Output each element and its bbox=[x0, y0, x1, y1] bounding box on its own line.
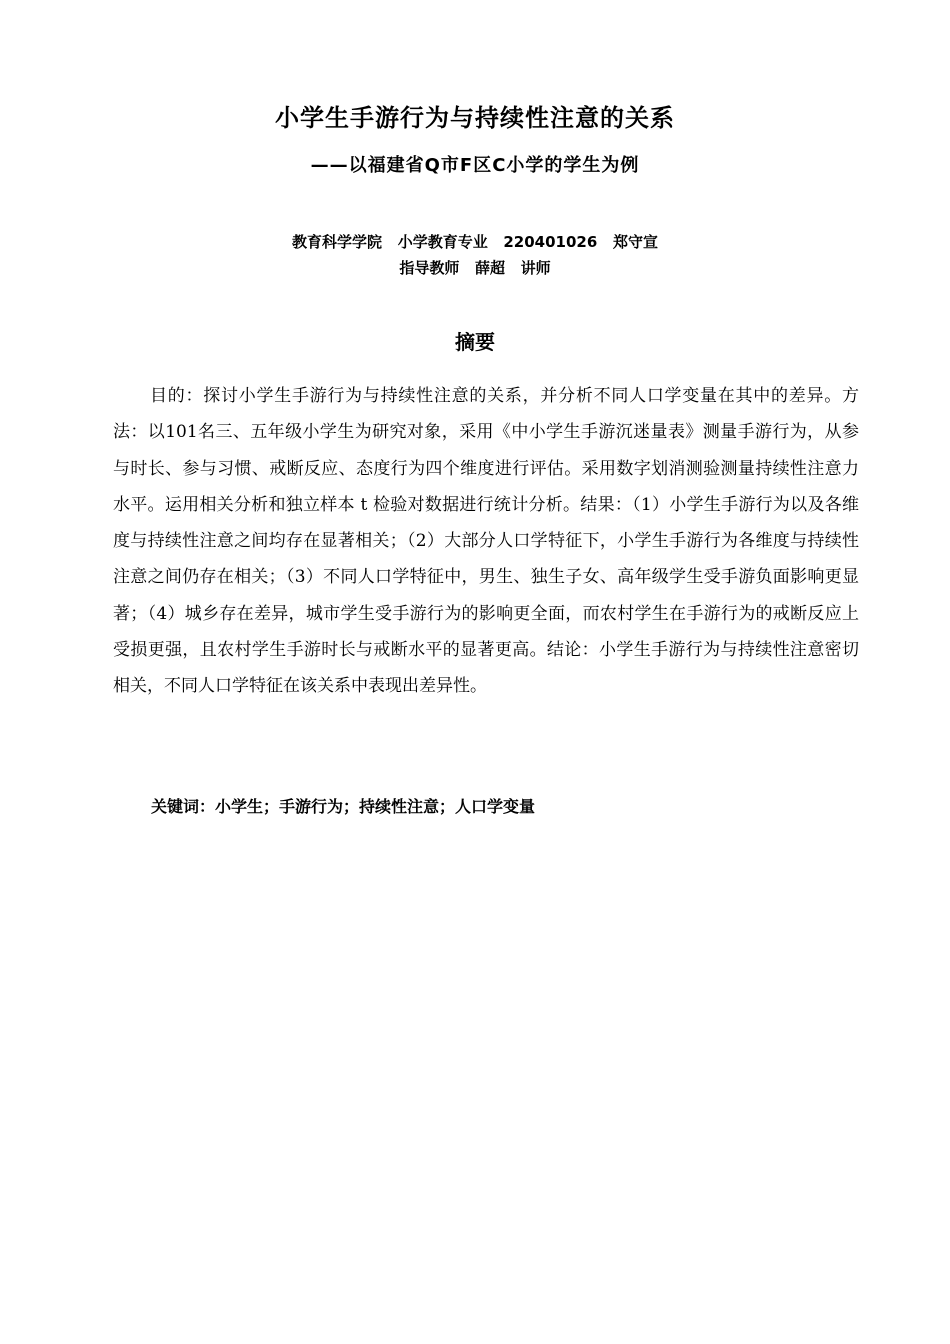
paper-subtitle: ——以福建省Q市F区C小学的学生为例 bbox=[310, 155, 640, 176]
keywords: 关键词：小学生；手游行为；持续性注意；人口学变量 bbox=[151, 797, 536, 816]
abstract-heading: 摘要 bbox=[455, 330, 495, 354]
paper-title: 小学生手游行为与持续性注意的关系 bbox=[275, 104, 675, 132]
abstract-body: 目的：探讨小学生手游行为与持续性注意的关系，并分析不同人口学变量在其中的差异。方法：以101名三、五年级小学生为研究对象，采用《中小学生手游沉迷量表》测量手游行为，从参与时长、参与习惯、戒断反应、态度行为四个维度进行评估。采用数字划消测验测量持续性注意力水平。运用相关分析和独立样本 t 检验对数据进行统计分析。结果：（1）小学生手游行为以及各维度与持续性注意之间均存在显著相关；（2）大部分人口学特征下，小学生手游行为各维度与持续性注意之间仍存在相关；（3）不同人口学特征中，男生、独生子女、高年级学生受手游负面影响更显著；（4）城乡存在差异，城市学生受手游行为的影响更全面，而农村学生在手游行为的戒断反应上受损更强，且农村学生手游时长与戒断水平的显著更高。结论：小学生手游行为与持续性注意密切相关，不同人口学特征在该关系中表现出差异性。 bbox=[113, 386, 859, 697]
author-info: 教育科学学院 小学教育专业 220401026 郑守宣 bbox=[292, 233, 658, 251]
advisor-info: 指导教师 薛超 讲师 bbox=[399, 259, 551, 277]
